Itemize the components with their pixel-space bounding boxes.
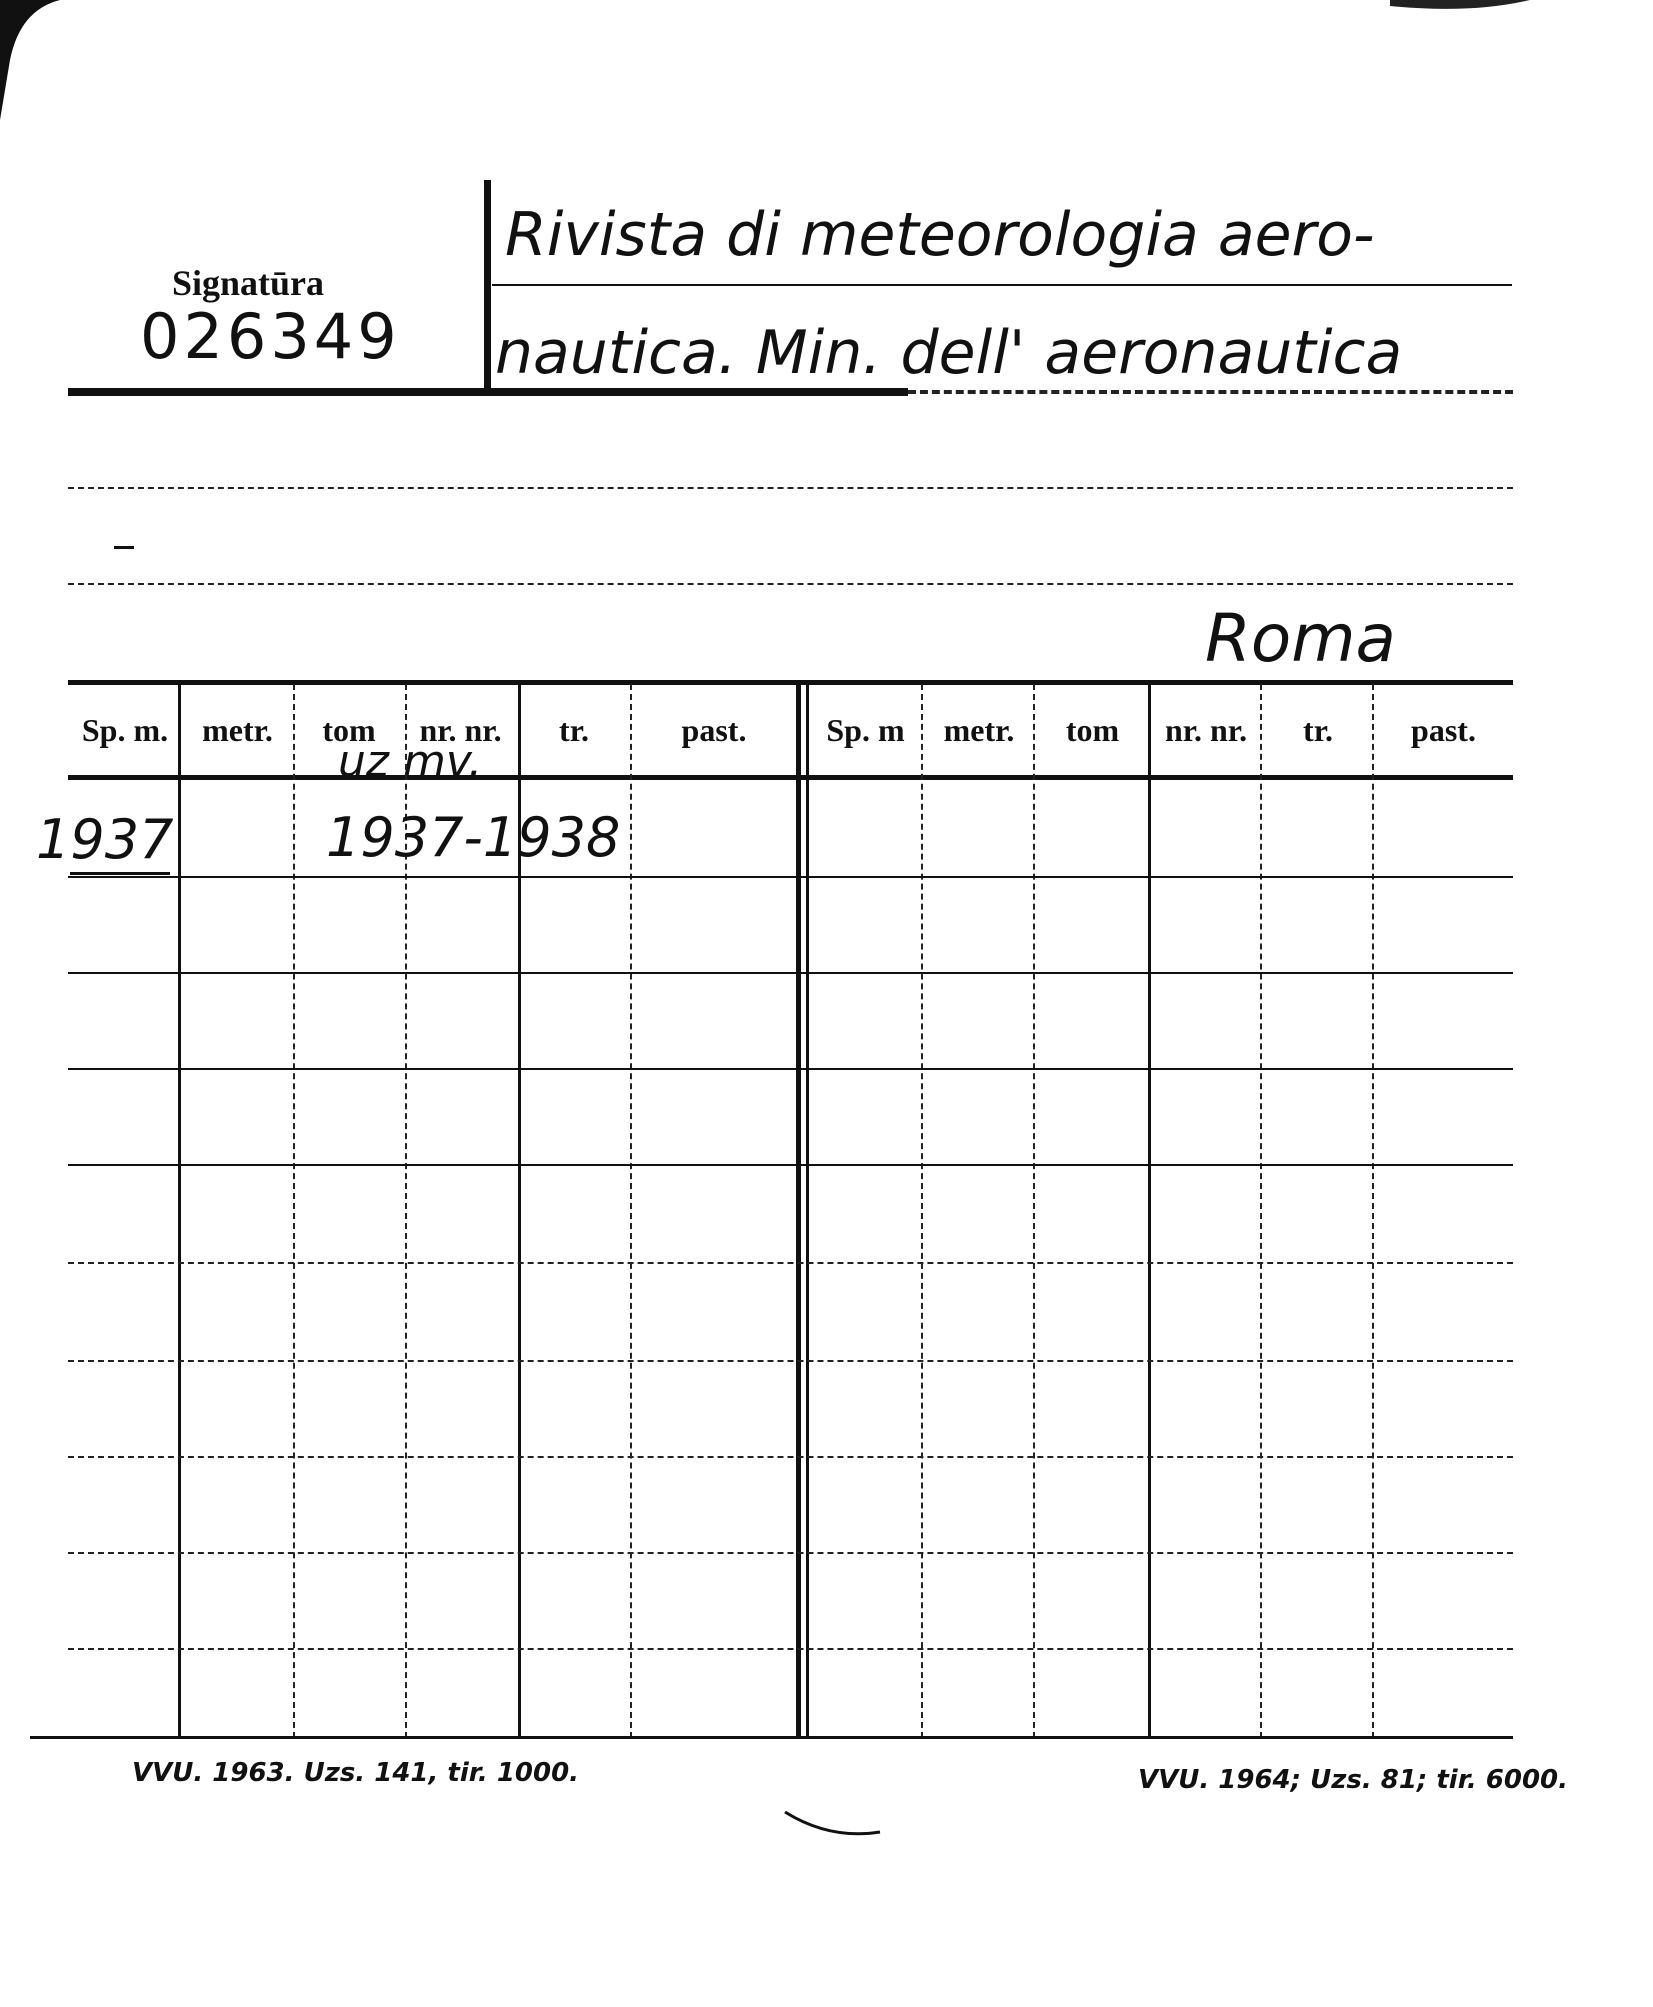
col-header-metr-right: metr. (943, 712, 1015, 748)
col-header-past-right: past. (1411, 712, 1476, 748)
col-header-tr-left: tr. (559, 712, 589, 748)
footer-left-imprint: VVU. 1963. Uzs. 141, tir. 1000. (132, 1758, 580, 1788)
row-1-tom-range: 1937-1938 (326, 806, 621, 869)
row-1-sp-m: 1937 (36, 808, 174, 871)
top-edge-smudge (1390, 0, 1530, 9)
col-header-nrnr-left: nr. nr. (419, 712, 502, 748)
col-header-sp-m-right: Sp. m (826, 712, 905, 748)
col-header-past-left: past. (681, 712, 747, 748)
corner-smudge (0, 0, 60, 120)
col-header-tom-left: tom (322, 712, 376, 748)
col-header-sp-m-left: Sp. m. (81, 712, 169, 748)
title-line-1: Rivista di meteorologia aero- (505, 200, 1375, 270)
col-header-tom-right: tom (1065, 712, 1120, 748)
col-header-metr-left: metr. (202, 712, 273, 748)
bottom-curve (785, 1812, 880, 1834)
header-handwritten-note: uz mv. (338, 736, 483, 787)
footer-right-imprint: VVU. 1964; Uzs. 81; tir. 6000. (1138, 1765, 1569, 1795)
title-line-2: nautica. Min. dell' aeronautica (495, 318, 1403, 388)
signatura-label: Signatūra (172, 263, 325, 303)
col-header-nrnr-right: nr. nr. (1164, 712, 1248, 748)
signatura-value: 026349 (140, 300, 401, 373)
col-header-tr-right: tr. (1303, 712, 1333, 748)
place-text: Roma (1205, 600, 1396, 677)
